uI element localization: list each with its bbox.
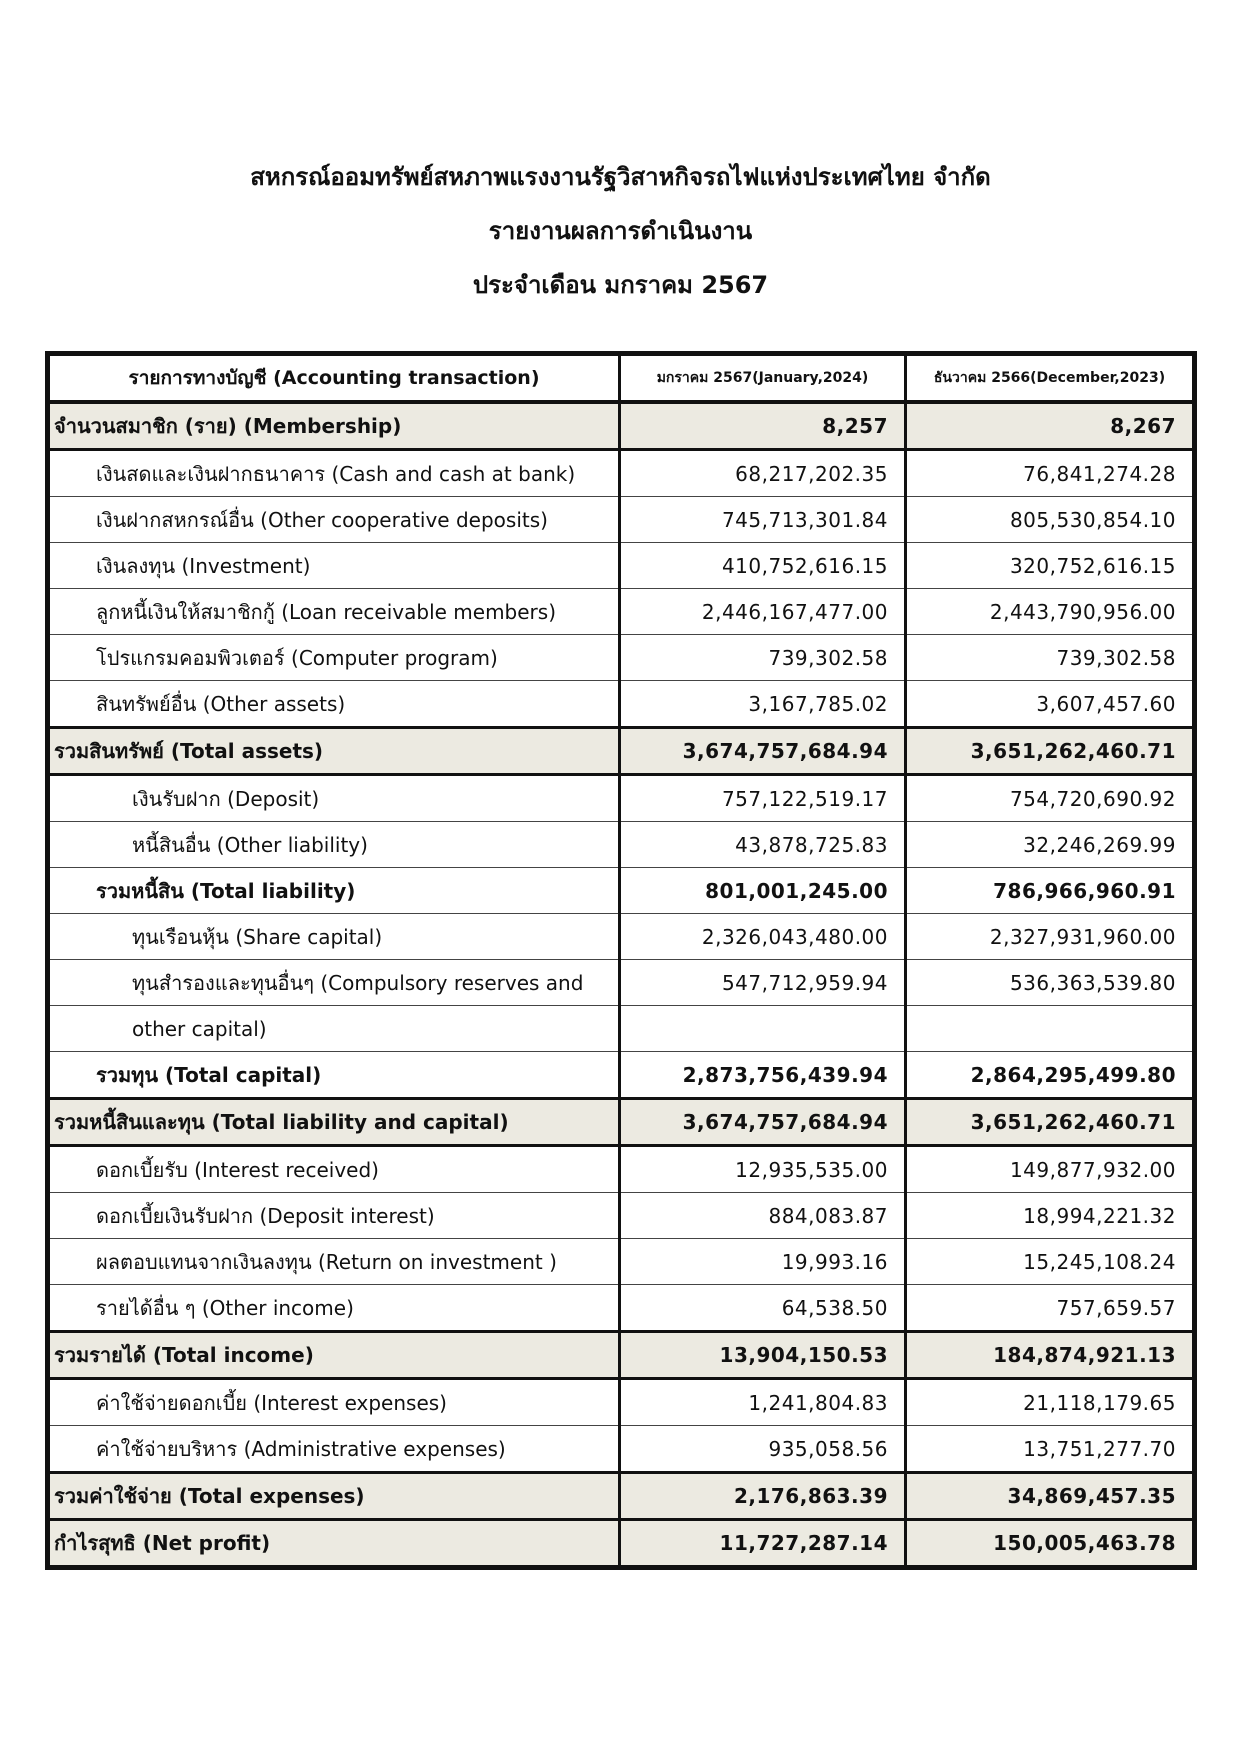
value-january-2024: 2,176,863.39 [620, 1473, 906, 1520]
table-row [48, 775, 1195, 822]
value-january-2024: 11,727,287.14 [620, 1520, 906, 1568]
value-january-2024: 8,257 [620, 402, 906, 450]
table-row [48, 1332, 1195, 1379]
organization-name: สหกรณ์ออมทรัพย์สหภาพแรงงานรัฐวิสาหกิจรถไฟแห่งประเทศไทย จำกัด [250, 163, 991, 191]
value-january-2024: 745,713,301.84 [620, 497, 906, 543]
row-label: ค่าใช้จ่ายดอกเบี้ย (Interest expenses) [48, 1379, 620, 1426]
row-label: เงินรับฝาก (Deposit) [48, 775, 620, 822]
value-january-2024: 801,001,245.00 [620, 868, 906, 914]
table-row [48, 1473, 1195, 1520]
row-label: เงินลงทุน (Investment) [48, 543, 620, 589]
value-december-2023: 757,659.57 [906, 1285, 1195, 1332]
financial-report-table [45, 351, 1197, 1570]
value-december-2023: 149,877,932.00 [906, 1146, 1195, 1193]
value-january-2024: 64,538.50 [620, 1285, 906, 1332]
value-january-2024: 68,217,202.35 [620, 450, 906, 497]
row-label: กำไรสุทธิ (Net profit) [48, 1520, 620, 1568]
row-label: ทุนสำรองและทุนอื่นๆ (Compulsory reserves and [48, 960, 620, 1006]
value-december-2023: 15,245,108.24 [906, 1239, 1195, 1285]
row-label: รวมหนี้สิน (Total liability) [48, 868, 620, 914]
table-row [48, 635, 1195, 681]
report-title: รายงานผลการดำเนินงาน [488, 217, 753, 245]
row-label: รวมรายได้ (Total income) [48, 1332, 620, 1379]
row-label: ดอกเบี้ยเงินรับฝาก (Deposit interest) [48, 1193, 620, 1239]
value-december-2023: 184,874,921.13 [906, 1332, 1195, 1379]
row-label: other capital) [48, 1006, 620, 1052]
row-label: ดอกเบี้ยรับ (Interest received) [48, 1146, 620, 1193]
value-december-2023: 13,751,277.70 [906, 1426, 1195, 1473]
table-row [48, 543, 1195, 589]
value-january-2024: 13,904,150.53 [620, 1332, 906, 1379]
value-december-2023: 32,246,269.99 [906, 822, 1195, 868]
value-january-2024: 19,993.16 [620, 1239, 906, 1285]
table-row [48, 1146, 1195, 1193]
value-january-2024: 2,446,167,477.00 [620, 589, 906, 635]
value-january-2024: 2,326,043,480.00 [620, 914, 906, 960]
row-label: รวมทุน (Total capital) [48, 1052, 620, 1099]
table-row [48, 728, 1195, 775]
row-label: จำนวนสมาชิก (ราย) (Membership) [48, 402, 620, 450]
table-row [48, 402, 1195, 450]
column-header-january-2024: มกราคม 2567(January,2024) [620, 354, 906, 403]
table-row [48, 1379, 1195, 1426]
value-january-2024: 3,674,757,684.94 [620, 728, 906, 775]
table-body [48, 402, 1195, 1568]
value-december-2023: 536,363,539.80 [906, 960, 1195, 1006]
value-january-2024: 12,935,535.00 [620, 1146, 906, 1193]
table-row [48, 1052, 1195, 1099]
table-row [48, 497, 1195, 543]
table-row [48, 1193, 1195, 1239]
value-january-2024: 739,302.58 [620, 635, 906, 681]
column-header-december-2023: ธันวาคม 2566(December,2023) [906, 354, 1195, 403]
value-december-2023: 150,005,463.78 [906, 1520, 1195, 1568]
value-december-2023 [906, 1006, 1195, 1052]
value-december-2023: 754,720,690.92 [906, 775, 1195, 822]
value-january-2024: 884,083.87 [620, 1193, 906, 1239]
value-december-2023: 739,302.58 [906, 635, 1195, 681]
table-row [48, 1520, 1195, 1568]
column-header-accounting: รายการทางบัญชี (Accounting transaction) [48, 354, 620, 403]
row-label: โปรแกรมคอมพิวเตอร์ (Computer program) [48, 635, 620, 681]
row-label: รวมสินทรัพย์ (Total assets) [48, 728, 620, 775]
value-january-2024: 2,873,756,439.94 [620, 1052, 906, 1099]
value-december-2023: 2,327,931,960.00 [906, 914, 1195, 960]
value-december-2023: 21,118,179.65 [906, 1379, 1195, 1426]
row-label: สินทรัพย์อื่น (Other assets) [48, 681, 620, 728]
row-label: ค่าใช้จ่ายบริหาร (Administrative expenses) [48, 1426, 620, 1473]
table-row [48, 1426, 1195, 1473]
value-december-2023: 805,530,854.10 [906, 497, 1195, 543]
value-january-2024: 757,122,519.17 [620, 775, 906, 822]
report-period: ประจำเดือน มกราคม 2567 [472, 271, 769, 299]
value-january-2024: 43,878,725.83 [620, 822, 906, 868]
value-january-2024: 935,058.56 [620, 1426, 906, 1473]
table-row [48, 914, 1195, 960]
value-december-2023: 786,966,960.91 [906, 868, 1195, 914]
row-label: รวมหนี้สินและทุน (Total liability and capital) [48, 1099, 620, 1146]
row-label: รวมค่าใช้จ่าย (Total expenses) [48, 1473, 620, 1520]
value-january-2024: 410,752,616.15 [620, 543, 906, 589]
row-label: เงินฝากสหกรณ์อื่น (Other cooperative deposits) [48, 497, 620, 543]
row-label: รายได้อื่น ๆ (Other income) [48, 1285, 620, 1332]
table-row [48, 450, 1195, 497]
row-label: ลูกหนี้เงินให้สมาชิกกู้ (Loan receivable members) [48, 589, 620, 635]
row-label: เงินสดและเงินฝากธนาคาร (Cash and cash at bank) [48, 450, 620, 497]
report-header [0, 150, 1241, 312]
row-label: หนี้สินอื่น (Other liability) [48, 822, 620, 868]
table-row [48, 589, 1195, 635]
value-december-2023: 320,752,616.15 [906, 543, 1195, 589]
value-january-2024: 1,241,804.83 [620, 1379, 906, 1426]
value-january-2024: 547,712,959.94 [620, 960, 906, 1006]
value-december-2023: 34,869,457.35 [906, 1473, 1195, 1520]
table-row [48, 1006, 1195, 1052]
value-december-2023: 3,607,457.60 [906, 681, 1195, 728]
value-december-2023: 18,994,221.32 [906, 1193, 1195, 1239]
value-december-2023: 3,651,262,460.71 [906, 728, 1195, 775]
value-december-2023: 76,841,274.28 [906, 450, 1195, 497]
table-row [48, 681, 1195, 728]
table-row [48, 868, 1195, 914]
table-row [48, 1099, 1195, 1146]
value-december-2023: 2,443,790,956.00 [906, 589, 1195, 635]
value-january-2024: 3,167,785.02 [620, 681, 906, 728]
value-january-2024 [620, 1006, 906, 1052]
value-december-2023: 8,267 [906, 402, 1195, 450]
table-row [48, 822, 1195, 868]
table-row [48, 1239, 1195, 1285]
table-row [48, 960, 1195, 1006]
value-december-2023: 2,864,295,499.80 [906, 1052, 1195, 1099]
value-december-2023: 3,651,262,460.71 [906, 1099, 1195, 1146]
row-label: ทุนเรือนหุ้น (Share capital) [48, 914, 620, 960]
value-january-2024: 3,674,757,684.94 [620, 1099, 906, 1146]
table-header-row [48, 354, 1195, 403]
table-row [48, 1285, 1195, 1332]
row-label: ผลตอบแทนจากเงินลงทุน (Return on investment ) [48, 1239, 620, 1285]
